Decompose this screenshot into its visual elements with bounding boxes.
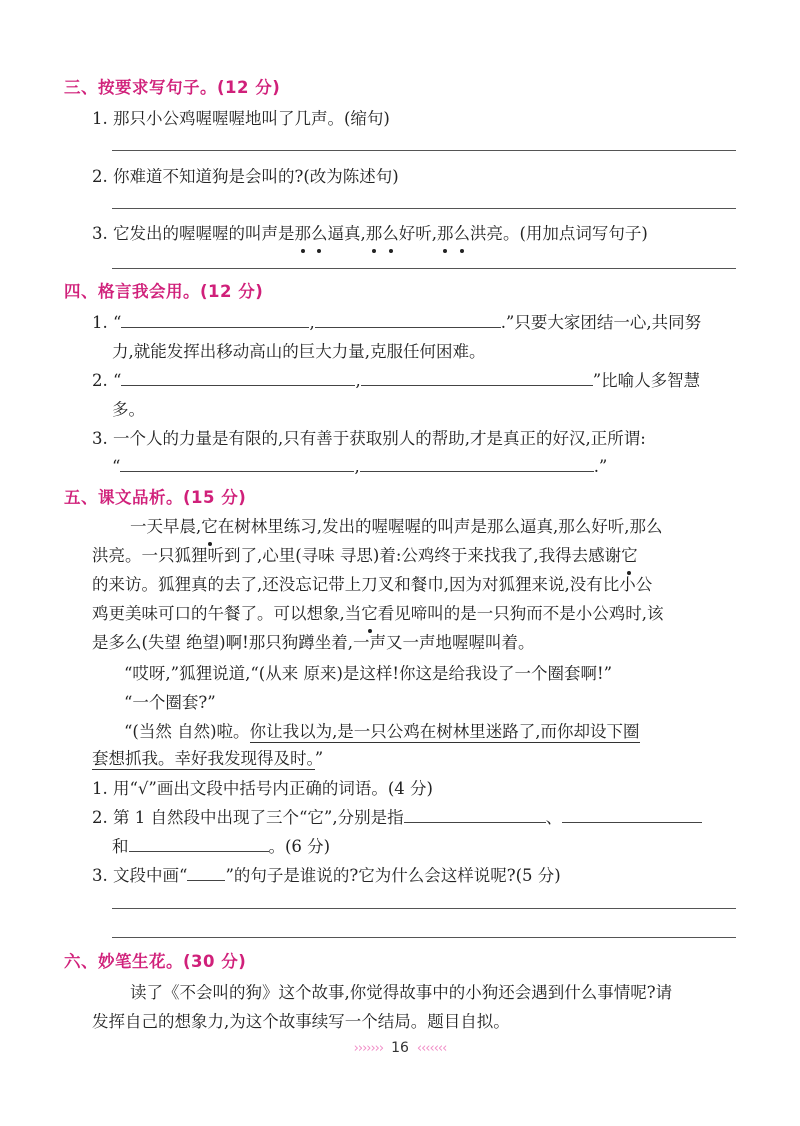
s5-passage-line-4 xyxy=(92,600,664,624)
s4-q2-blank-2[interactable] xyxy=(361,368,593,386)
s4-q1-blank-1[interactable] xyxy=(121,310,309,328)
underlined-sentence: 你让我以为,是一只公鸡在树林里迷路了,而你却设下圈 xyxy=(249,722,640,741)
underlined-sentence: 套想抓我。幸好我发现得及时。 xyxy=(92,749,315,768)
section-6-title: 六、妙笔生花。(30 分) xyxy=(64,952,247,971)
passage-text: “(当然 自然)啦。 xyxy=(124,722,250,741)
s4-q3-open-quote: “ xyxy=(112,457,121,476)
s3-q3-text-b: 逼真, xyxy=(327,224,366,243)
page-footer xyxy=(0,1040,800,1056)
s5-passage-para-4 xyxy=(124,718,640,742)
s4-q1-suffix: .”只要大家团结一心,共同努 xyxy=(500,313,702,332)
dotted-it: 它 xyxy=(361,600,378,624)
s6-prompt-line-1: 读了《不会叫的狗》这个故事,你觉得故事中的小狗还会遇到什么事情呢?请 xyxy=(130,983,673,1002)
s3-question-3 xyxy=(92,220,648,244)
s5-question-2-line-2 xyxy=(112,833,330,857)
passage-text: 在树林里练习,发出的喔喔喔的叫声是那么逼真,那么好听,那么 xyxy=(217,517,663,536)
s4-q1-blank-2[interactable] xyxy=(315,310,501,328)
s4-q1-comma: , xyxy=(309,313,315,332)
s3-q3-text-e: 洪亮。(用加点词写句子) xyxy=(470,224,648,243)
s3-question-2: 2. 你难道不知道狗是会叫的?(改为陈述句) xyxy=(92,167,399,186)
s5-q3-text-a: 3. 文段中画“ xyxy=(92,866,188,885)
s5-passage-line-3: 的来访。狐狸真的去了,还没忘记带上刀叉和餐巾,因为对狐狸来说,没有比小公 xyxy=(92,575,653,594)
left-arrows-icon: ››››››› xyxy=(353,1041,384,1056)
s3-answer-line-3[interactable] xyxy=(112,268,736,269)
s4-q1-line-2: 力,就能发挥出移动高山的巨大力量,克服任何困难。 xyxy=(112,342,486,361)
passage-text: 看见啼叫的是一只狗而不是小公鸡时,该 xyxy=(377,604,664,623)
dotted-char: 那 xyxy=(437,220,454,244)
s4-q2-prefix: 2. “ xyxy=(92,371,122,390)
section-4-title: 四、格言我会用。(12 分) xyxy=(64,282,264,301)
s6-prompt-line-2: 发挥自己的想象力,为这个故事续写一个结局。题目自拟。 xyxy=(92,1012,510,1031)
dotted-it: 它 xyxy=(201,513,218,537)
s5-passage-para-4-line-2 xyxy=(92,745,323,769)
s5-q3-text-b: ”的句子是谁说的?它为什么会这样说呢?(5 分) xyxy=(225,866,561,885)
s4-q3-line-2 xyxy=(112,454,607,476)
dotted-char: 么 xyxy=(382,220,399,244)
dotted-char: 那 xyxy=(295,220,312,244)
s4-q3-blank-1[interactable] xyxy=(120,454,354,472)
dotted-it: 它 xyxy=(621,542,638,566)
s3-q3-text-c: 好听, xyxy=(398,224,437,243)
section-5-title: 五、课文品析。(15 分) xyxy=(64,488,247,507)
s4-question-1 xyxy=(92,309,701,333)
s3-answer-line-1[interactable] xyxy=(112,150,736,151)
s5-answer-line-1[interactable] xyxy=(112,908,736,909)
s4-question-2 xyxy=(92,367,700,391)
s3-q3-text-a: 3. 它发出的喔喔喔的叫声是 xyxy=(92,224,295,243)
s5-question-3 xyxy=(92,862,561,886)
s4-q3-close-quote: .” xyxy=(593,457,608,476)
s5-q2-blank-3[interactable] xyxy=(129,834,269,852)
s5-answer-line-2[interactable] xyxy=(112,937,736,938)
passage-text: ” xyxy=(314,749,324,768)
passage-text: 一天早晨, xyxy=(130,517,202,536)
s5-question-2 xyxy=(92,804,702,828)
s4-q2-blank-1[interactable] xyxy=(121,368,355,386)
s5-q2-sep: 、 xyxy=(545,808,563,827)
s5-q2-blank-2[interactable] xyxy=(562,805,702,823)
s5-q2-score: 。(6 分) xyxy=(268,837,331,856)
s5-passage-para-3: “一个圈套?” xyxy=(124,693,216,712)
s4-q3-comma: , xyxy=(354,457,360,476)
s4-q1-prefix: 1. “ xyxy=(92,313,122,332)
s5-passage-line-2 xyxy=(92,542,638,566)
dotted-char: 么 xyxy=(454,220,471,244)
right-arrows-icon: ‹‹‹‹‹‹‹ xyxy=(416,1041,447,1056)
passage-text: 鸡更美味可口的午餐了。可以想象,当 xyxy=(92,604,362,623)
s4-question-3: 3. 一个人的力量是有限的,只有善于获取别人的帮助,才是真正的好汉,正所谓: xyxy=(92,429,646,448)
section-3-title: 三、按要求写句子。(12 分) xyxy=(64,78,281,97)
s5-q2-blank-1[interactable] xyxy=(404,805,546,823)
s5-question-1: 1. 用“√”画出文段中括号内正确的词语。(4 分) xyxy=(92,779,433,798)
passage-text: 洪亮。一只狐狸听到了,心里(寻味 寻思)着:公鸡终于来找我了,我得去感谢 xyxy=(92,546,622,565)
s5-passage-line-5: 是多么(失望 绝望)啊!那只狗蹲坐着,一声又一声地喔喔叫着。 xyxy=(92,633,535,652)
s4-q3-blank-2[interactable] xyxy=(360,454,594,472)
underline-sample xyxy=(187,866,225,881)
s3-answer-line-2[interactable] xyxy=(112,208,736,209)
s5-passage-line-1 xyxy=(130,513,663,537)
s3-question-1: 1. 那只小公鸡喔喔喔地叫了几声。(缩句) xyxy=(92,109,390,128)
s5-q2-and: 和 xyxy=(112,837,129,856)
s4-q2-suffix: ”比喻人多智慧 xyxy=(592,371,701,390)
s4-q2-line-2: 多。 xyxy=(112,400,145,419)
s4-q2-comma: , xyxy=(355,371,361,390)
dotted-char: 么 xyxy=(311,220,328,244)
s5-q2-text: 2. 第 1 自然段中出现了三个“它”,分别是指 xyxy=(92,808,404,827)
dotted-char: 那 xyxy=(366,220,383,244)
s5-passage-para-2: “哎呀,”狐狸说道,“(从来 原来)是这样!你这是给我设了一个圈套啊!” xyxy=(124,664,613,683)
page-number: 16 xyxy=(391,1040,409,1056)
